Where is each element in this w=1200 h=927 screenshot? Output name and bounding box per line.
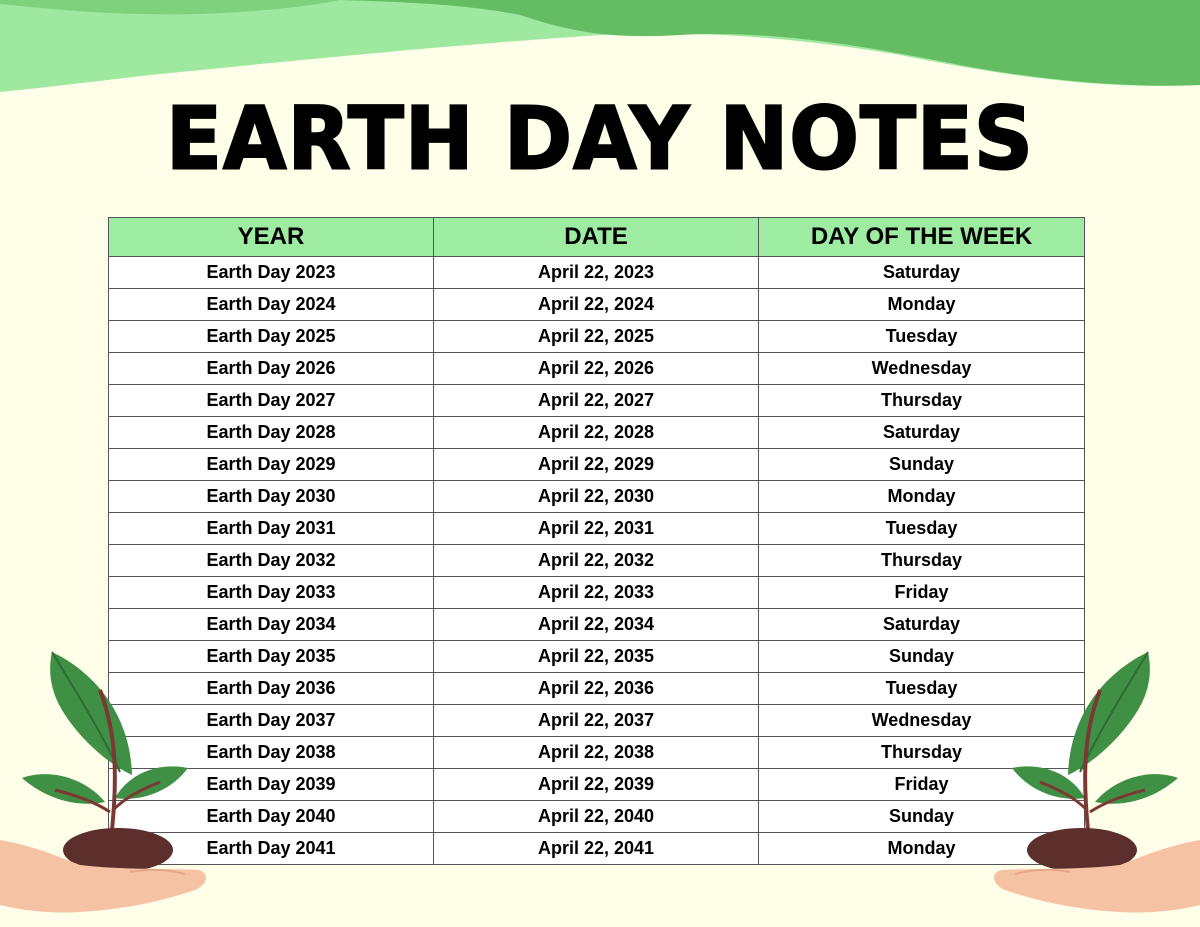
cell-year: Earth Day 2038 xyxy=(109,737,434,769)
page-title: EARTH DAY NOTES xyxy=(166,89,1034,190)
cell-day-of-week: Thursday xyxy=(759,737,1085,769)
table-row xyxy=(109,513,1085,545)
cell-date: April 22, 2037 xyxy=(434,705,759,737)
cell-year: Earth Day 2039 xyxy=(109,769,434,801)
cell-date: April 22, 2033 xyxy=(434,577,759,609)
table-row xyxy=(109,353,1085,385)
cell-day-of-week: Saturday xyxy=(759,417,1085,449)
cell-year: Earth Day 2035 xyxy=(109,641,434,673)
cell-date: April 22, 2039 xyxy=(434,769,759,801)
column-header-date: DATE xyxy=(434,218,759,257)
cell-year: Earth Day 2036 xyxy=(109,673,434,705)
cell-date: April 22, 2038 xyxy=(434,737,759,769)
cell-day-of-week: Sunday xyxy=(759,449,1085,481)
cell-date: April 22, 2027 xyxy=(434,385,759,417)
cell-day-of-week: Monday xyxy=(759,289,1085,321)
leaf-icon xyxy=(1068,652,1150,775)
table-row xyxy=(109,641,1085,673)
cell-year: Earth Day 2025 xyxy=(109,321,434,353)
cell-date: April 22, 2041 xyxy=(434,833,759,865)
green-wave-banner xyxy=(0,0,1200,100)
cell-day-of-week: Saturday xyxy=(759,257,1085,289)
cell-day-of-week: Wednesday xyxy=(759,353,1085,385)
table-row xyxy=(109,801,1085,833)
cell-day-of-week: Tuesday xyxy=(759,513,1085,545)
cell-day-of-week: Sunday xyxy=(759,801,1085,833)
table-row xyxy=(109,705,1085,737)
table-row xyxy=(109,449,1085,481)
cell-year: Earth Day 2027 xyxy=(109,385,434,417)
cell-day-of-week: Wednesday xyxy=(759,705,1085,737)
cell-year: Earth Day 2030 xyxy=(109,481,434,513)
earth-day-table xyxy=(108,217,1085,865)
cell-date: April 22, 2024 xyxy=(434,289,759,321)
cell-date: April 22, 2034 xyxy=(434,609,759,641)
cell-day-of-week: Monday xyxy=(759,833,1085,865)
cell-date: April 22, 2035 xyxy=(434,641,759,673)
cell-year: Earth Day 2041 xyxy=(109,833,434,865)
leaf-icon xyxy=(22,774,105,804)
cell-date: April 22, 2029 xyxy=(434,449,759,481)
cell-day-of-week: Monday xyxy=(759,481,1085,513)
cell-date: April 22, 2031 xyxy=(434,513,759,545)
cell-date: April 22, 2036 xyxy=(434,673,759,705)
cell-date: April 22, 2026 xyxy=(434,353,759,385)
earth-day-table-container xyxy=(108,217,1084,865)
table-row xyxy=(109,577,1085,609)
cell-year: Earth Day 2029 xyxy=(109,449,434,481)
table-row xyxy=(109,385,1085,417)
table-row xyxy=(109,609,1085,641)
cell-year: Earth Day 2032 xyxy=(109,545,434,577)
cell-year: Earth Day 2034 xyxy=(109,609,434,641)
table-row xyxy=(109,545,1085,577)
cell-day-of-week: Sunday xyxy=(759,641,1085,673)
cell-date: April 22, 2032 xyxy=(434,545,759,577)
cell-day-of-week: Friday xyxy=(759,769,1085,801)
sprout-in-hands-left-illustration xyxy=(0,640,215,927)
table-row xyxy=(109,321,1085,353)
cell-date: April 22, 2028 xyxy=(434,417,759,449)
table-body xyxy=(109,257,1085,865)
cell-year: Earth Day 2023 xyxy=(109,257,434,289)
cell-year: Earth Day 2028 xyxy=(109,417,434,449)
table-row xyxy=(109,833,1085,865)
cell-year: Earth Day 2040 xyxy=(109,801,434,833)
cell-year: Earth Day 2024 xyxy=(109,289,434,321)
cell-day-of-week: Saturday xyxy=(759,609,1085,641)
cell-day-of-week: Thursday xyxy=(759,385,1085,417)
column-header-year: YEAR xyxy=(109,218,434,257)
sprout-in-hands-right-illustration xyxy=(985,640,1200,927)
table-row xyxy=(109,481,1085,513)
cell-day-of-week: Friday xyxy=(759,577,1085,609)
cell-year: Earth Day 2026 xyxy=(109,353,434,385)
table-row xyxy=(109,673,1085,705)
cell-year: Earth Day 2031 xyxy=(109,513,434,545)
cell-date: April 22, 2040 xyxy=(434,801,759,833)
cell-date: April 22, 2023 xyxy=(434,257,759,289)
table-row xyxy=(109,289,1085,321)
cell-date: April 22, 2030 xyxy=(434,481,759,513)
table-row xyxy=(109,257,1085,289)
cell-day-of-week: Tuesday xyxy=(759,321,1085,353)
table-row xyxy=(109,417,1085,449)
table-row xyxy=(109,737,1085,769)
cell-day-of-week: Tuesday xyxy=(759,673,1085,705)
cell-date: April 22, 2025 xyxy=(434,321,759,353)
leaf-icon xyxy=(50,652,132,775)
table-row xyxy=(109,769,1085,801)
column-header-day-of-week: DAY OF THE WEEK xyxy=(759,218,1085,257)
leaf-icon xyxy=(1095,774,1178,804)
cell-year: Earth Day 2033 xyxy=(109,577,434,609)
table-header-row xyxy=(109,218,1085,257)
cell-year: Earth Day 2037 xyxy=(109,705,434,737)
cell-day-of-week: Thursday xyxy=(759,545,1085,577)
